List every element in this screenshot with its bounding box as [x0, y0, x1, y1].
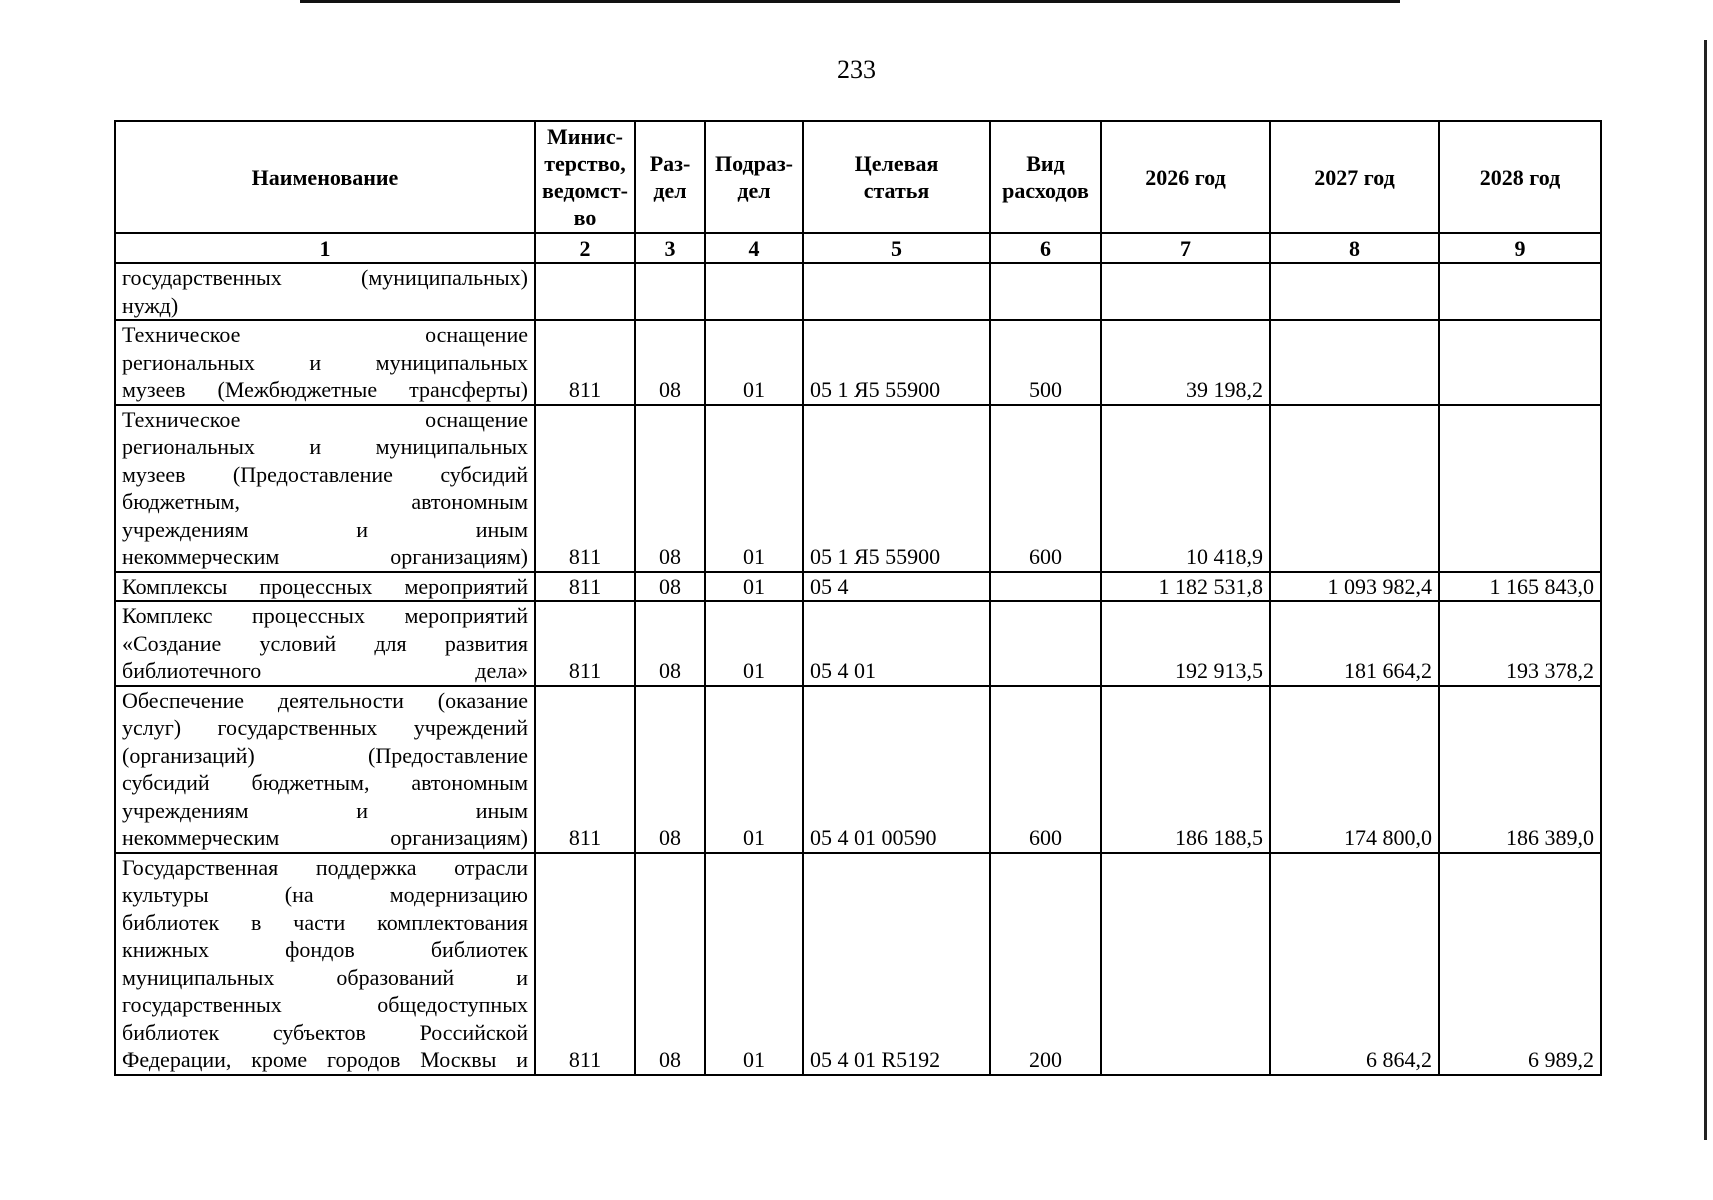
- table-row: [115, 686, 1601, 853]
- column-number: 7: [1101, 233, 1270, 263]
- section-cell: 08: [635, 405, 705, 572]
- amount-2028-cell: [1439, 320, 1601, 405]
- target-article-cell: [803, 263, 990, 320]
- amount-2027-cell: 174 800,0: [1270, 686, 1439, 853]
- subsection-cell: 01: [705, 405, 803, 572]
- table-row: [115, 601, 1601, 686]
- column-number: 5: [803, 233, 990, 263]
- amount-2026-cell: [1101, 263, 1270, 320]
- row-name-line: Комплексы процессных мероприятий: [122, 573, 528, 599]
- header-target: Целевая статья: [803, 121, 990, 233]
- scan-edge-top: [300, 0, 1400, 3]
- table-row: [115, 572, 1601, 602]
- expense-type-cell: 500: [990, 320, 1101, 405]
- amount-2026-cell: [1101, 853, 1270, 1075]
- row-name-line: региональных и муниципальных: [122, 434, 528, 459]
- table-row: [115, 263, 1601, 320]
- subsection-cell: 01: [705, 572, 803, 602]
- target-article-cell: 05 1 Я5 55900: [803, 405, 990, 572]
- header-subsection: Подраз- дел: [705, 121, 803, 233]
- target-article-cell: 05 4 01 R5192: [803, 853, 990, 1075]
- table-row: [115, 853, 1601, 1075]
- column-number-row: [115, 233, 1601, 263]
- row-name-line: региональных и муниципальных: [122, 349, 528, 375]
- header-2028-label: 2028 год: [1479, 164, 1561, 190]
- ministry-cell: 811: [535, 320, 635, 405]
- column-number: 8: [1270, 233, 1439, 263]
- row-name-line: Техническое оснащение: [122, 406, 528, 432]
- ministry-cell: 811: [535, 853, 635, 1075]
- target-article-cell: 05 4: [803, 572, 990, 602]
- row-name-line: библиотек субъектов Российской: [122, 1019, 528, 1045]
- section-cell: 08: [635, 320, 705, 405]
- row-name-line: Обеспечение деятельности (оказание: [122, 687, 528, 713]
- header-2027: [1270, 121, 1439, 233]
- amount-2028-cell: [1439, 263, 1601, 320]
- row-name-line: муниципальных образований и: [122, 964, 528, 990]
- header-row: [115, 121, 1601, 233]
- scan-edge-right: [1704, 40, 1707, 1140]
- subsection-cell: 01: [705, 601, 803, 686]
- expense-type-cell: [990, 263, 1101, 320]
- row-name-line: государственных общедоступных: [122, 992, 528, 1017]
- row-name-line: Комплекс процессных мероприятий: [122, 603, 528, 628]
- row-name-line: Федерации, кроме городов Москвы и: [122, 1047, 528, 1072]
- row-name-line: учреждениям и иным: [122, 516, 528, 542]
- budget-table: [114, 120, 1602, 1076]
- row-name-line: услуг) государственных учреждений: [122, 715, 528, 740]
- row-name-line: субсидий бюджетным, автономным: [122, 770, 528, 795]
- column-number: 1: [115, 233, 535, 263]
- column-number: 4: [705, 233, 803, 263]
- row-name-cell: [115, 853, 535, 1075]
- header-name-label: Наименование: [251, 164, 399, 190]
- amount-2027-cell: [1270, 320, 1439, 405]
- row-name-line: библиотечного дела»: [122, 658, 528, 683]
- table-row: [115, 405, 1601, 572]
- subsection-cell: [705, 263, 803, 320]
- expense-type-cell: 600: [990, 686, 1101, 853]
- target-article-cell: 05 4 01 00590: [803, 686, 990, 853]
- amount-2027-cell: 181 664,2: [1270, 601, 1439, 686]
- column-number: 6: [990, 233, 1101, 263]
- header-ministry: Минис- терство, ведомст- во: [535, 121, 635, 233]
- row-name-cell: [115, 405, 535, 572]
- row-name-cell: [115, 320, 535, 405]
- row-name-line: культуры (на модернизацию: [122, 882, 528, 907]
- ministry-cell: 811: [535, 572, 635, 602]
- ministry-cell: 811: [535, 405, 635, 572]
- expense-type-cell: 200: [990, 853, 1101, 1075]
- row-name-cell: [115, 572, 535, 602]
- header-name: [115, 121, 535, 233]
- row-name-line: (организаций) (Предоставление: [122, 742, 528, 768]
- amount-2026-cell: 10 418,9: [1101, 405, 1270, 572]
- row-name-line: некоммерческим организациям): [122, 544, 528, 569]
- amount-2028-cell: 1 165 843,0: [1439, 572, 1601, 602]
- amount-2027-cell: 6 864,2: [1270, 853, 1439, 1075]
- row-name-line: музеев (Межбюджетные трансферты): [122, 377, 528, 402]
- row-name-cell: [115, 686, 535, 853]
- page-number: 233: [837, 55, 876, 84]
- amount-2026-cell: 192 913,5: [1101, 601, 1270, 686]
- header-expense-type: Вид расходов: [990, 121, 1101, 233]
- target-article-cell: 05 1 Я5 55900: [803, 320, 990, 405]
- amount-2028-cell: [1439, 405, 1601, 572]
- amount-2028-cell: 6 989,2: [1439, 853, 1601, 1075]
- section-cell: 08: [635, 686, 705, 853]
- row-name-line: Техническое оснащение: [122, 322, 528, 347]
- expense-type-cell: [990, 572, 1101, 602]
- amount-2027-cell: [1270, 263, 1439, 320]
- table-body: [115, 233, 1601, 1075]
- ministry-cell: 811: [535, 686, 635, 853]
- subsection-cell: 01: [705, 320, 803, 405]
- section-cell: [635, 263, 705, 320]
- row-name-line: библиотек в части комплектования: [122, 909, 528, 935]
- row-name-line: книжных фондов библиотек: [122, 937, 528, 962]
- subsection-cell: 01: [705, 686, 803, 853]
- target-article-cell: 05 4 01: [803, 601, 990, 686]
- section-cell: 08: [635, 601, 705, 686]
- row-name-line: музеев (Предоставление субсидий: [122, 461, 528, 487]
- row-name-line: Государственная поддержка отрасли: [122, 854, 528, 880]
- row-name-line: бюджетным, автономным: [122, 489, 528, 514]
- row-name-cell: [115, 263, 535, 320]
- table-row: [115, 320, 1601, 405]
- header-2027-label: 2027 год: [1314, 164, 1395, 190]
- section-cell: 08: [635, 572, 705, 602]
- amount-2027-cell: 1 093 982,4: [1270, 572, 1439, 602]
- header-2026-label: 2026 год: [1145, 164, 1226, 190]
- ministry-cell: 811: [535, 601, 635, 686]
- amount-2028-cell: 186 389,0: [1439, 686, 1601, 853]
- section-cell: 08: [635, 853, 705, 1075]
- amount-2026-cell: 1 182 531,8: [1101, 572, 1270, 602]
- row-name-line: учреждениям и иным: [122, 797, 528, 823]
- expense-type-cell: 600: [990, 405, 1101, 572]
- row-name-line: государственных (муниципальных): [122, 265, 528, 290]
- ministry-cell: [535, 263, 635, 320]
- header-section: Раз- дел: [635, 121, 705, 233]
- header-2028: [1439, 121, 1601, 233]
- column-number: 3: [635, 233, 705, 263]
- amount-2027-cell: [1270, 405, 1439, 572]
- amount-2028-cell: 193 378,2: [1439, 601, 1601, 686]
- expense-type-cell: [990, 601, 1101, 686]
- header-2026: [1101, 121, 1270, 233]
- amount-2026-cell: 39 198,2: [1101, 320, 1270, 405]
- amount-2026-cell: 186 188,5: [1101, 686, 1270, 853]
- row-name-line: «Создание условий для развития: [122, 630, 528, 656]
- subsection-cell: 01: [705, 853, 803, 1075]
- row-name-line: нужд): [122, 292, 179, 318]
- column-number: 9: [1439, 233, 1601, 263]
- row-name-cell: [115, 601, 535, 686]
- row-name-line: некоммерческим организациям): [122, 825, 528, 850]
- column-number: 2: [535, 233, 635, 263]
